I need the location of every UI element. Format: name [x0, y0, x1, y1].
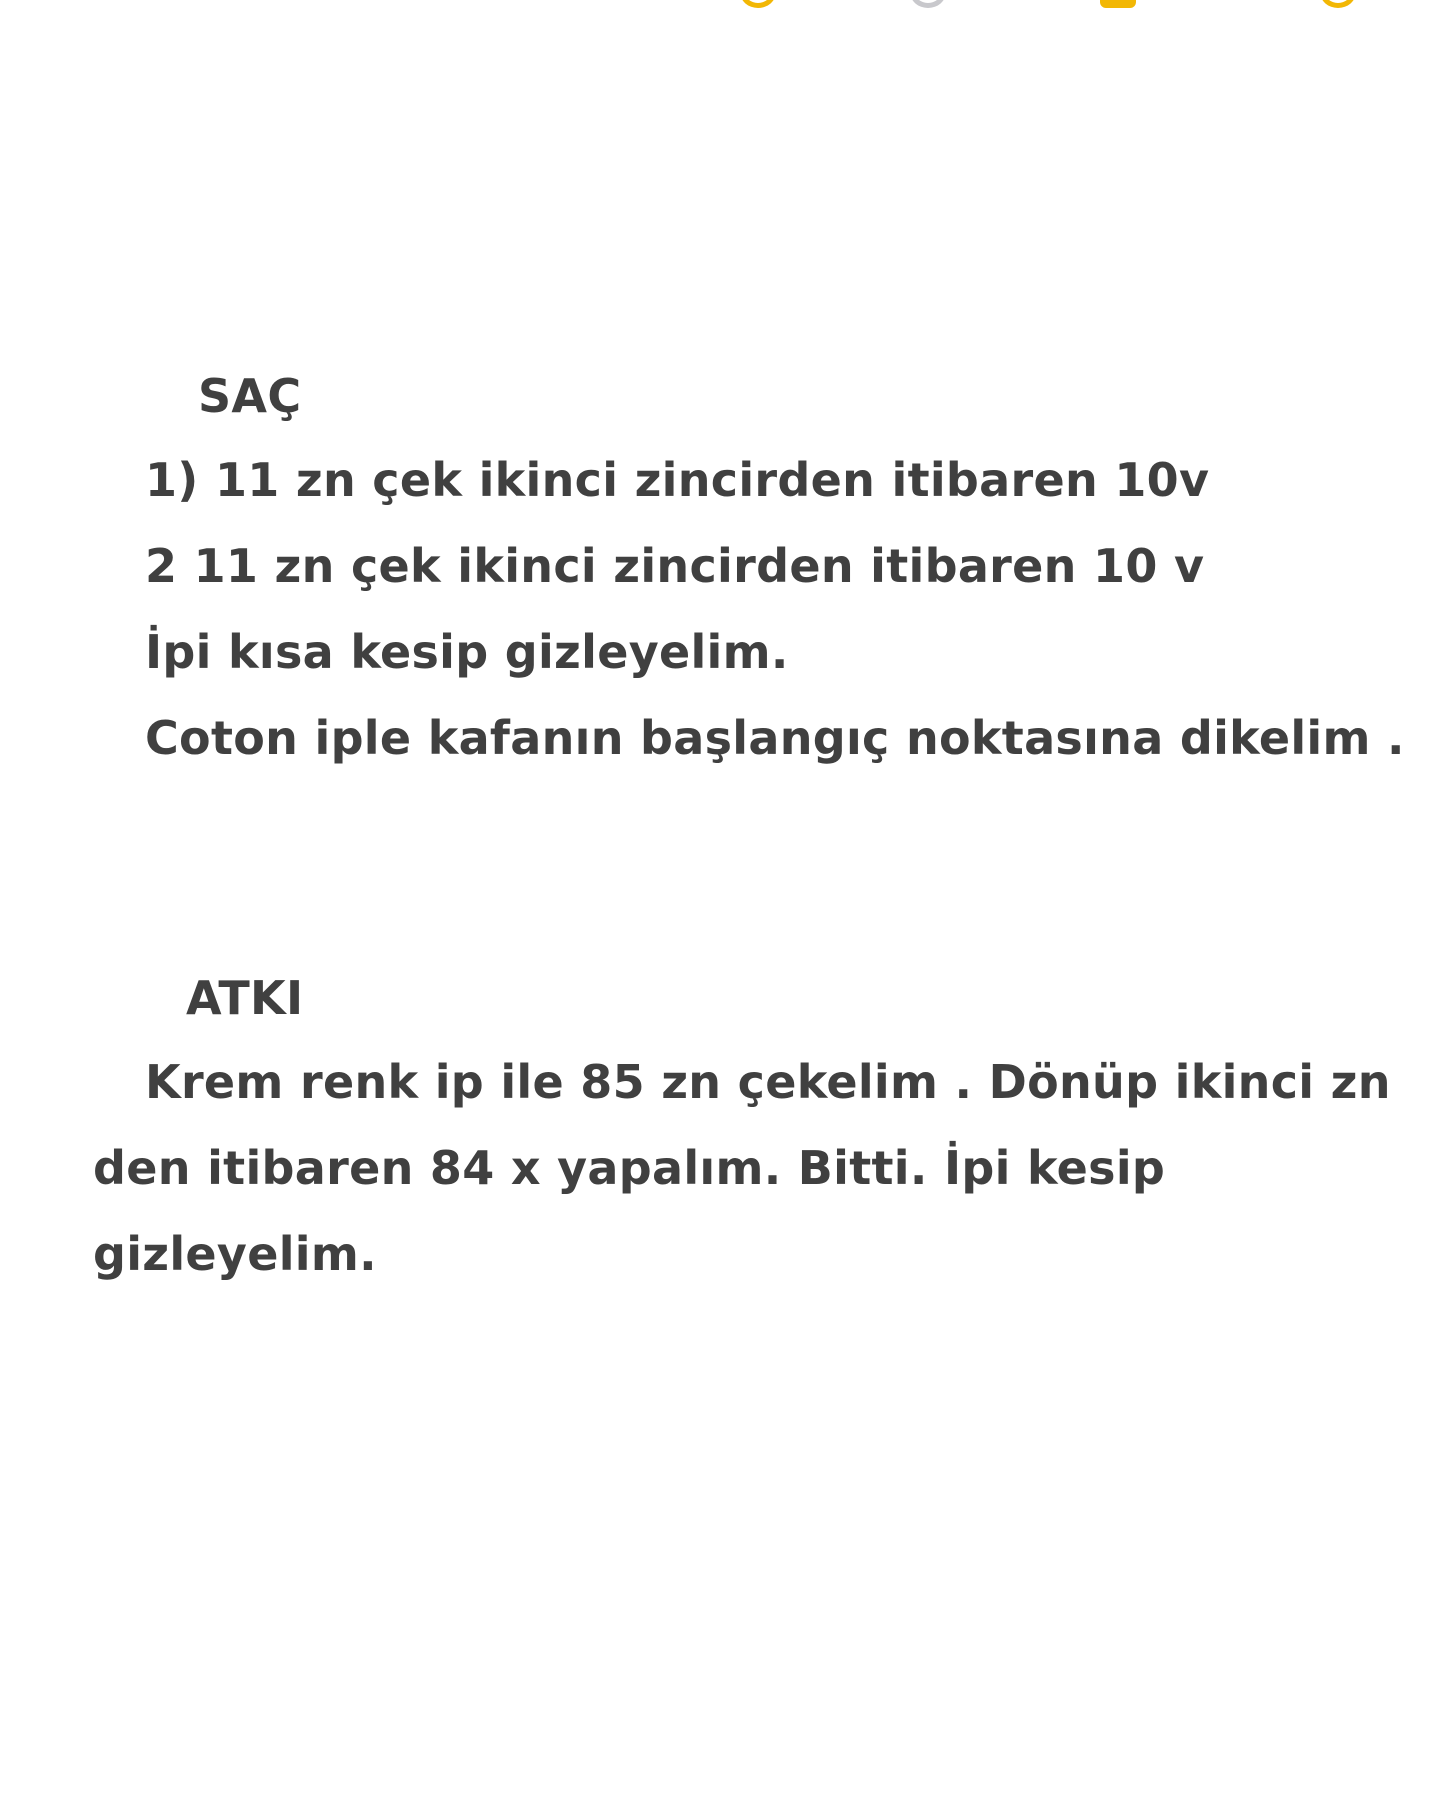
- note-line: Coton iple kafanın başlangıç noktasına dikelim .: [145, 711, 1405, 765]
- square-icon[interactable]: [1100, 0, 1136, 8]
- note-line: gizleyelim.: [93, 1227, 377, 1281]
- top-toolbar: [0, 0, 1440, 12]
- circle-icon[interactable]: [910, 0, 946, 8]
- note-line: İpi kısa kesip gizleyelim.: [145, 625, 789, 679]
- note-line: 2 11 zn çek ikinci zincirden itibaren 10 v: [145, 539, 1205, 593]
- note-line: Krem renk ip ile 85 zn çekelim . Dönüp ikinci zn: [145, 1055, 1391, 1109]
- circle-icon[interactable]: [740, 0, 776, 8]
- note-line: 1) 11 zn çek ikinci zincirden itibaren 10v: [145, 453, 1210, 507]
- section-heading-sac: SAÇ: [198, 369, 302, 423]
- circle-icon[interactable]: [1320, 0, 1356, 8]
- note-line: den itibaren 84 x yapalım. Bitti. İpi kesip: [93, 1141, 1166, 1195]
- section-heading-atki: ATKI: [186, 971, 304, 1025]
